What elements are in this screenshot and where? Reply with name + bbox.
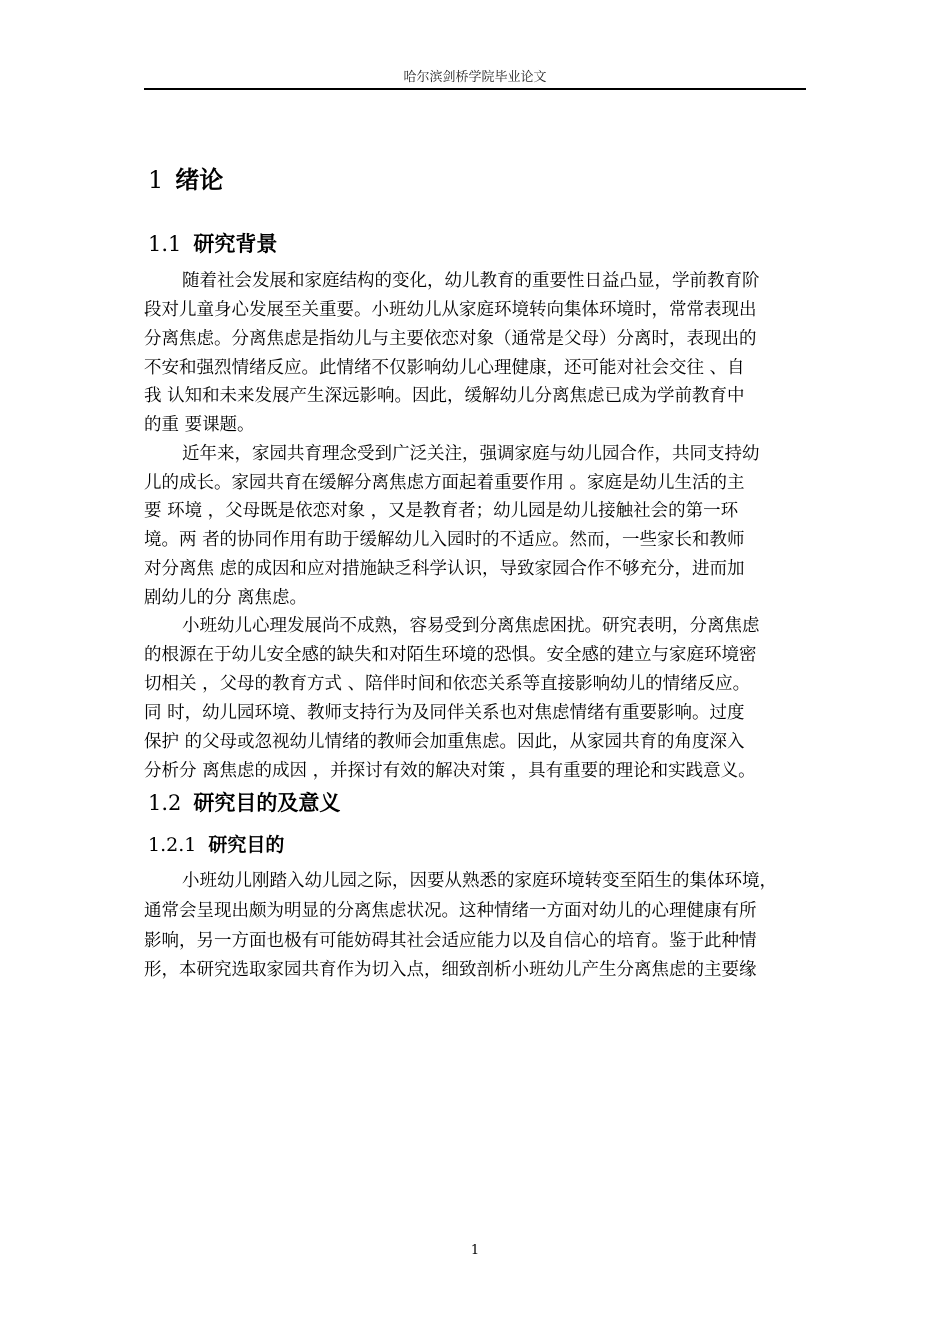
- section-heading-1-1: [148, 228, 277, 258]
- chapter-number: 1: [148, 166, 164, 194]
- header-divider: [144, 88, 806, 90]
- chapter-heading: [148, 160, 223, 195]
- paragraph-line: 境。两 者的协同作用有助于缓解幼儿入园时的不适应。然而，一些家长和教师: [144, 530, 745, 550]
- section-title: 研究目的及意义: [193, 791, 341, 815]
- paragraph-line: 对分离焦 虑的成因和应对措施缺乏科学认识，导致家园合作不够充分，进而加: [144, 559, 745, 579]
- paragraph-line: 近年来，家园共育理念受到广泛关注，强调家庭与幼儿园合作，共同支持幼: [182, 444, 760, 464]
- paragraph-line: 要 环境 ，父母既是依恋对象 ，又是教育者；幼儿园是幼儿接触社会的第一环: [144, 501, 739, 521]
- section-title: 研究背景: [193, 232, 278, 256]
- paragraph-line: 影响，另一方面也极有可能妨碍其社会适应能力以及自信心的培育。鉴于此种情: [144, 931, 757, 951]
- paragraph-line: 切相关 ，父母的教育方式 、陪伴时间和依恋关系等直接影响幼儿的情绪反应。: [144, 674, 751, 694]
- page-number: 1: [470, 1243, 480, 1258]
- paragraph-line: 小班幼儿心理发展尚不成熟，容易受到分离焦虑困扰。研究表明，分离焦虑: [182, 616, 760, 636]
- subsection-title: 研究目的: [208, 834, 285, 856]
- paragraph-line: 剧幼儿的分 离焦虑。: [144, 588, 308, 608]
- paragraph-line: 不安和强烈情绪反应。此情绪不仅影响幼儿心理健康，还可能对社会交往 、自: [144, 358, 745, 378]
- paragraph-line: 保护 的父母或忽视幼儿情绪的教师会加重焦虑。因此，从家园共育的角度深入: [144, 732, 745, 752]
- paragraph-line: 小班幼儿刚踏入幼儿园之际，因要从熟悉的家庭环境转变至陌生的集体环境，: [182, 871, 777, 891]
- paragraph-line: 随着社会发展和家庭结构的变化，幼儿教育的重要性日益凸显，学前教育阶: [182, 271, 760, 291]
- paragraph-line: 段对儿童身心发展至关重要。小班幼儿从家庭环境转向集体环境时，常常表现出: [144, 300, 757, 320]
- subsection-number: 1.2.1: [148, 834, 197, 856]
- paragraph-line: 我 认知和未来发展产生深远影响。因此，缓解幼儿分离焦虑已成为学前教育中: [144, 386, 745, 406]
- subsection-heading-1-2-1: [148, 830, 284, 857]
- paragraph-line: 分离焦虑。分离焦虑是指幼儿与主要依恋对象（通常是父母）分离时，表现出的: [144, 329, 757, 349]
- paragraph-line: 分析分 离焦虑的成因 ，并探讨有效的解决对策 ，具有重要的理论和实践意义。: [144, 761, 756, 781]
- paragraph-line: 儿的成长。家园共育在缓解分离焦虑方面起着重要作用 。家庭是幼儿生活的主: [144, 473, 745, 493]
- paragraph-line: 通常会呈现出颇为明显的分离焦虑状况。这种情绪一方面对幼儿的心理健康有所: [144, 901, 757, 921]
- section-number: 1.2: [148, 791, 182, 815]
- chapter-title: 绪论: [175, 166, 224, 194]
- paragraph-line: 形，本研究选取家园共育作为切入点，细致剖析小班幼儿产生分离焦虑的主要缘: [144, 960, 757, 980]
- paragraph-line: 的重 要课题。: [144, 415, 255, 435]
- paragraph-line: 同 时，幼儿园环境、教师支持行为及同伴关系也对焦虑情绪有重要影响。过度: [144, 703, 745, 723]
- paragraph-line: 的根源在于幼儿安全感的缺失和对陌生环境的恐惧。安全感的建立与家庭环境密: [144, 645, 757, 665]
- section-heading-1-2: [148, 787, 340, 817]
- section-number: 1.1: [148, 232, 182, 256]
- running-header: 哈尔滨剑桥学院毕业论文: [403, 70, 547, 85]
